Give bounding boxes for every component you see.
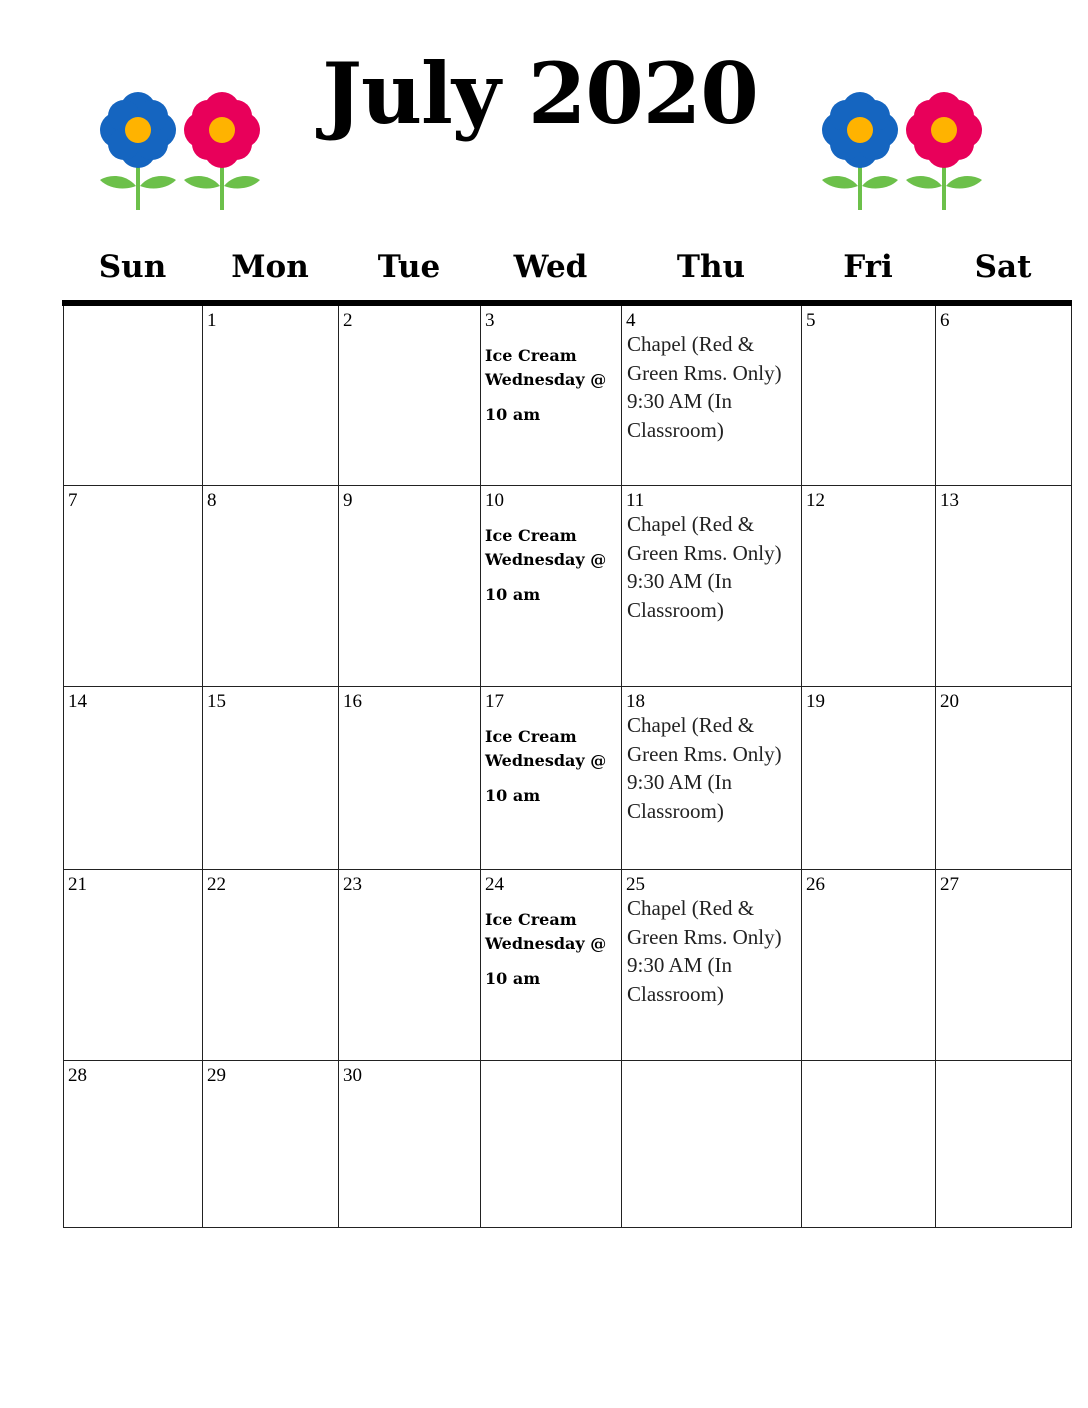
- day-cell: [801, 485, 936, 686]
- flowers-left-illustration: [96, 86, 266, 214]
- day-cell: [935, 869, 1072, 1060]
- event-line: Ice Cream: [485, 910, 577, 929]
- day-cell: [480, 1060, 622, 1228]
- day-number: 2: [343, 310, 353, 331]
- day-cell: [935, 686, 1072, 869]
- event-line: Classroom): [627, 597, 724, 622]
- day-number: 10: [485, 490, 504, 511]
- event-line: 9:30 AM (In: [627, 953, 732, 977]
- page-title: July 2020: [322, 44, 758, 143]
- chapel-event: [627, 510, 799, 624]
- pink-flower-icon: [184, 92, 260, 210]
- day-cell: [935, 306, 1072, 485]
- weekday-header-fri: Fri: [843, 249, 893, 285]
- event-time: 10 am: [485, 969, 541, 988]
- day-cell: [621, 869, 802, 1060]
- event-time: 10 am: [485, 786, 541, 805]
- day-number: 8: [207, 490, 217, 511]
- event-line: Wednesday @: [485, 370, 607, 389]
- day-number: 30: [343, 1065, 362, 1086]
- day-cell: [801, 686, 936, 869]
- flowers-right-illustration: [818, 86, 988, 214]
- event-line: Wednesday @: [485, 550, 607, 569]
- day-number: 17: [485, 691, 504, 712]
- day-number: 27: [940, 874, 959, 895]
- day-number: 4: [626, 310, 636, 331]
- day-cell: [63, 686, 203, 869]
- day-number: 23: [343, 874, 362, 895]
- day-cell: [621, 306, 802, 485]
- event-line: Classroom): [627, 981, 724, 1006]
- event-time: 10 am: [485, 585, 541, 604]
- event-line: Wednesday @: [485, 934, 607, 953]
- weekday-header-sun: Sun: [98, 249, 167, 285]
- day-cell: [338, 869, 481, 1060]
- day-number: 9: [343, 490, 353, 511]
- weekday-header-sat: Sat: [974, 249, 1032, 285]
- day-cell: [202, 869, 339, 1060]
- day-number: 28: [68, 1065, 87, 1086]
- day-number: 29: [207, 1065, 226, 1086]
- chapel-event: [627, 330, 799, 444]
- day-cell: [801, 1060, 936, 1228]
- day-cell: [338, 686, 481, 869]
- event-line: Green Rms. Only): [627, 741, 782, 766]
- event-line: Ice Cream: [485, 727, 577, 746]
- weekday-header-wed: Wed: [513, 249, 588, 285]
- day-number: 22: [207, 874, 226, 895]
- chapel-event: [627, 711, 799, 825]
- day-number: 19: [806, 691, 825, 712]
- day-cell: [63, 306, 203, 485]
- event-line: Ice Cream: [485, 346, 577, 365]
- chapel-event: [627, 894, 799, 1008]
- event-line: Classroom): [627, 417, 724, 442]
- day-number: 1: [207, 310, 217, 331]
- event-line: Classroom): [627, 798, 724, 823]
- day-cell: [338, 1060, 481, 1228]
- event-time: 10 am: [485, 405, 541, 424]
- day-cell: [621, 1060, 802, 1228]
- day-cell: [202, 306, 339, 485]
- day-cell: [801, 306, 936, 485]
- day-number: 16: [343, 691, 362, 712]
- event-line: Green Rms. Only): [627, 924, 782, 949]
- event-line: Chapel (Red &: [627, 512, 755, 536]
- blue-flower-icon: [822, 92, 898, 210]
- event-line: Chapel (Red &: [627, 713, 755, 737]
- day-number: 7: [68, 490, 78, 511]
- event-line: 9:30 AM (In: [627, 389, 732, 413]
- event-line: 9:30 AM (In: [627, 770, 732, 794]
- day-cell: [935, 1060, 1072, 1228]
- day-number: 6: [940, 310, 950, 331]
- ice-cream-event: [485, 344, 620, 427]
- day-cell: [801, 869, 936, 1060]
- event-line: Green Rms. Only): [627, 540, 782, 565]
- event-line: 9:30 AM (In: [627, 569, 732, 593]
- pink-flower-icon: [906, 92, 982, 210]
- ice-cream-event: [485, 524, 620, 607]
- day-cell: [63, 869, 203, 1060]
- weekday-header-tue: Tue: [377, 249, 441, 285]
- day-cell: [202, 485, 339, 686]
- day-cell: [621, 485, 802, 686]
- event-line: Green Rms. Only): [627, 360, 782, 385]
- day-cell: [338, 306, 481, 485]
- event-line: Wednesday @: [485, 751, 607, 770]
- calendar-grid: [63, 306, 1071, 1228]
- day-number: 21: [68, 874, 87, 895]
- day-cell: [480, 306, 622, 485]
- day-cell: [202, 1060, 339, 1228]
- day-number: 20: [940, 691, 959, 712]
- day-cell: [338, 485, 481, 686]
- day-number: 25: [626, 874, 645, 895]
- day-number: 12: [806, 490, 825, 511]
- day-cell: [480, 869, 622, 1060]
- day-cell: [480, 686, 622, 869]
- day-number: 3: [485, 310, 495, 331]
- day-cell: [202, 686, 339, 869]
- ice-cream-event: [485, 908, 620, 991]
- day-cell: [480, 485, 622, 686]
- event-line: Chapel (Red &: [627, 896, 755, 920]
- day-number: 15: [207, 691, 226, 712]
- day-cell: [621, 686, 802, 869]
- day-number: 18: [626, 691, 645, 712]
- day-number: 26: [806, 874, 825, 895]
- event-line: Chapel (Red &: [627, 332, 755, 356]
- day-number: 24: [485, 874, 504, 895]
- event-line: Ice Cream: [485, 526, 577, 545]
- day-number: 5: [806, 310, 816, 331]
- day-cell: [63, 485, 203, 686]
- weekday-header-thu: Thu: [676, 249, 746, 285]
- day-cell: [63, 1060, 203, 1228]
- day-number: 14: [68, 691, 87, 712]
- ice-cream-event: [485, 725, 620, 808]
- weekday-header-mon: Mon: [231, 249, 309, 285]
- day-number: 11: [626, 490, 645, 511]
- day-number: 13: [940, 490, 959, 511]
- day-cell: [935, 485, 1072, 686]
- blue-flower-icon: [100, 92, 176, 210]
